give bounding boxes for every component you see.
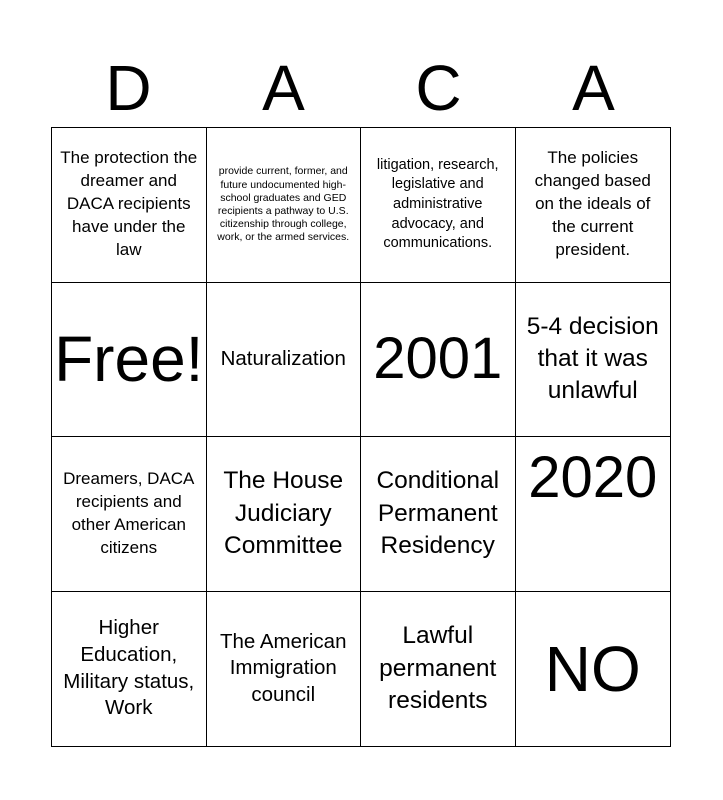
bingo-cell[interactable] (52, 592, 207, 747)
bingo-board (51, 127, 671, 747)
bingo-cell[interactable] (52, 128, 207, 283)
cell-text: provide current, former, and future undocumented high-school graduates and GED recipients a pathway to U.S. citizenship through college, work, or the armed services. (217, 165, 350, 243)
cell-text: Dreamers, DACA recipients and other American citizens (63, 468, 195, 557)
bingo-cell[interactable] (516, 437, 671, 592)
bingo-cell[interactable] (516, 128, 671, 283)
cell-text: 5-4 decision that it was unlawful (526, 312, 659, 405)
cell-text: Lawful permanent residents (379, 622, 497, 714)
bingo-cell[interactable] (361, 592, 516, 747)
free-space-cell[interactable] (52, 283, 207, 438)
cell-text: litigation, research, legislative and administrative advocacy, and communications. (376, 156, 499, 252)
cell-text: The protection the dreamer and DACA recipients have under the law (60, 148, 198, 260)
bingo-cell[interactable] (207, 592, 362, 747)
bingo-cell[interactable] (361, 437, 516, 592)
bingo-cell[interactable] (516, 283, 671, 438)
cell-text: Free! (54, 323, 204, 396)
cell-text: The House Judiciary Committee (223, 467, 344, 559)
bingo-header (51, 48, 671, 128)
header-letter: C (415, 52, 462, 124)
cell-text: The policies changed based on the ideals of the current president. (534, 148, 651, 260)
bingo-cell[interactable] (207, 128, 362, 283)
bingo-cell[interactable] (207, 437, 362, 592)
cell-text: 2020 (528, 445, 658, 510)
cell-text: Conditional Permanent Residency (376, 467, 500, 559)
bingo-cell[interactable] (361, 128, 516, 283)
cell-text: Naturalization (220, 346, 346, 370)
cell-text: The American Immigration council (220, 629, 347, 707)
header-letter: D (105, 52, 152, 124)
header-letter: A (262, 52, 305, 124)
cell-text: Higher Education, Military status, Work (63, 616, 195, 720)
cell-text: 2001 (373, 326, 503, 392)
cell-text: NO (544, 632, 641, 705)
bingo-cell[interactable] (207, 283, 362, 438)
header-letter: A (572, 52, 615, 124)
bingo-cell[interactable] (516, 592, 671, 747)
bingo-cell[interactable] (361, 283, 516, 438)
bingo-cell[interactable] (52, 437, 207, 592)
